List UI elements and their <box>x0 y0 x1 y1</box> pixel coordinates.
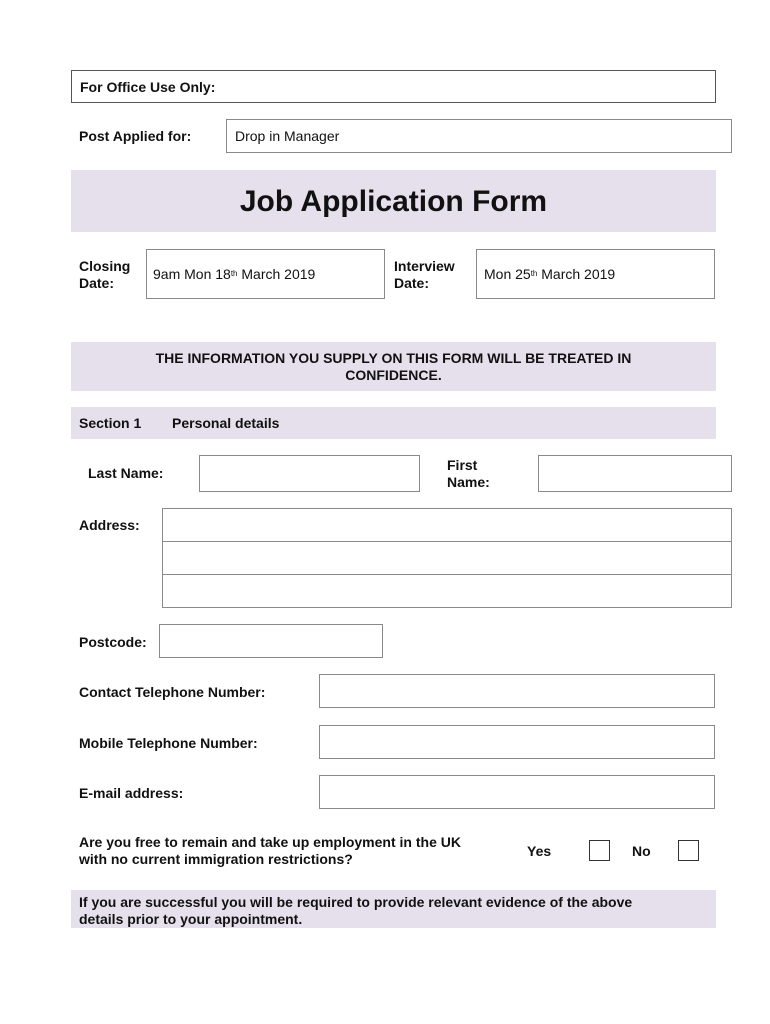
last-name-input[interactable] <box>199 455 420 492</box>
last-name-label: Last Name: <box>88 465 164 481</box>
first-name-label: First Name: <box>447 457 490 490</box>
section-title: Personal details <box>172 415 280 431</box>
address-line-3-input[interactable] <box>162 574 732 608</box>
email-input[interactable] <box>319 775 715 809</box>
yes-label: Yes <box>527 843 552 859</box>
postcode-input[interactable] <box>159 624 383 658</box>
closing-date-field[interactable] <box>146 249 385 299</box>
no-checkbox[interactable] <box>678 840 699 861</box>
office-use-box <box>71 70 716 103</box>
section-header <box>71 407 716 439</box>
confidentiality-notice: THE INFORMATION YOU SUPPLY ON THIS FORM WILL BE TREATED IN CONFIDENCE. <box>71 342 716 391</box>
immigration-question: Are you free to remain and take up employment in the UK with no current immigration restrictions? <box>79 834 461 867</box>
interview-date-field[interactable] <box>476 249 715 299</box>
address-line-1-input[interactable] <box>162 508 732 542</box>
closing-date-value: 9am Mon 18th March 2019 <box>153 266 316 282</box>
mobile-phone-input[interactable] <box>319 725 715 759</box>
yes-checkbox[interactable] <box>589 840 610 861</box>
mobile-phone-label: Mobile Telephone Number: <box>79 735 258 751</box>
contact-phone-label: Contact Telephone Number: <box>79 684 266 700</box>
page-title: Job Application Form <box>239 185 548 218</box>
section-number: Section 1 <box>79 415 142 431</box>
post-applied-label: Post Applied for: <box>79 128 192 144</box>
contact-phone-input[interactable] <box>319 674 715 708</box>
no-label: No <box>632 843 651 859</box>
office-use-label: For Office Use Only: <box>80 79 216 95</box>
closing-date-label: Closing Date: <box>79 258 131 291</box>
interview-date-label: Interview Date: <box>394 258 455 291</box>
postcode-label: Postcode: <box>79 634 147 650</box>
title-band <box>71 170 716 232</box>
address-label: Address: <box>79 517 140 533</box>
post-applied-field[interactable] <box>226 119 732 153</box>
evidence-note: If you are successful you will be required to provide relevant evidence of the above details prior to your appointment. <box>71 890 716 928</box>
address-line-2-input[interactable] <box>162 541 732 575</box>
email-label: E-mail address: <box>79 785 184 801</box>
post-applied-value: Drop in Manager <box>235 128 340 144</box>
first-name-input[interactable] <box>538 455 732 492</box>
interview-date-value: Mon 25th March 2019 <box>484 266 616 282</box>
